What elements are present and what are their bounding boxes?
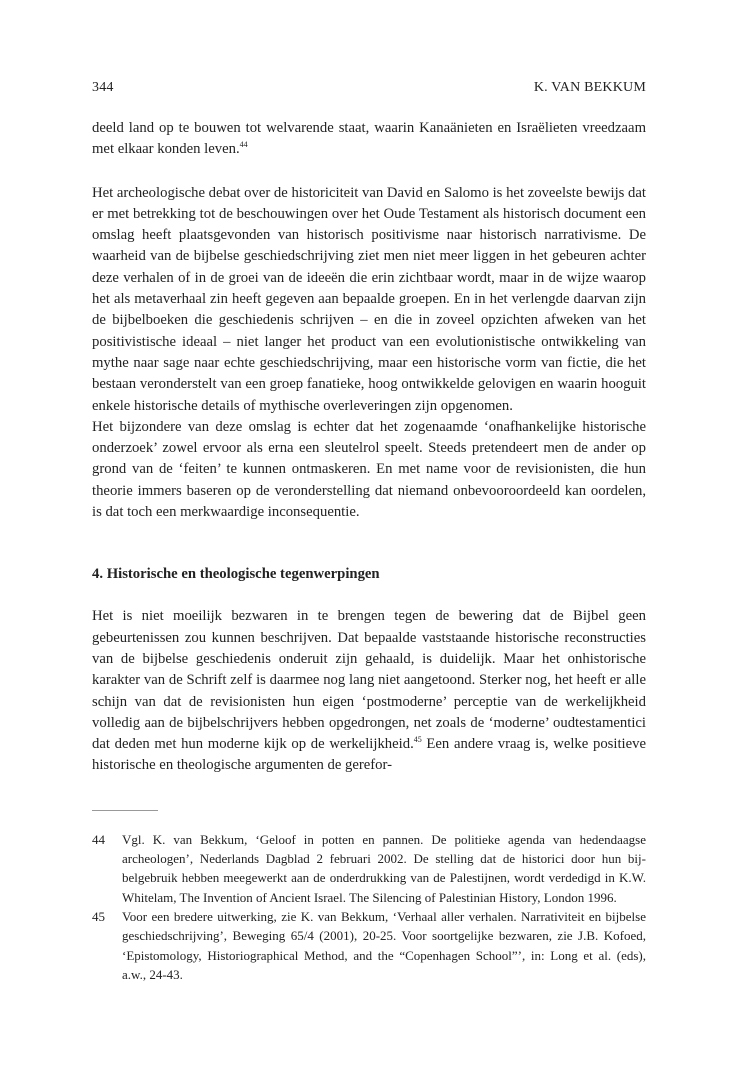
footnote-text: Vgl. K. van Bekkum, ‘Geloof in potten en pannen. De politieke agenda van hedendaagse archeologen’, Nederlands Dagblad 2 februari 2002. De stelling dat de historici door hun bijbelgebruik hebben meegewerkt aan de onderdrukking van de Palestijnen, wordt verdedigd in K.W. Whitelam, The Invention of Ancient Israel. The Silencing of Palestinian History, London 1996. bbox=[122, 831, 646, 905]
section-heading: 4. Historische en theologische tegenwerpingen bbox=[92, 566, 380, 583]
footnote-number: 44 bbox=[92, 831, 105, 847]
paragraph-text: Het is niet moeilijk bezwaren in te brengen tegen de bewering dat de Bijbel geen gebeurtenissen zou kunnen beschrijven. Dat bepaalde vaststaande historische reconstructies van de bijbelse geschiedenis onderuit zijn gehaald, is duidelijk. Maar het onhistorische karakter van de Schrift zelf is daarmee nog lang niet aangetoond. Sterker nog, het heeft er alle schijn van dat de revisionisten hun eigen ‘postmoderne’ perceptie van de werkelijkheid volledig aan de bijbelschrijvers hebben opgedrongen, net zoals de ‘moderne’ oudtestamentici dat deden met hun moderne kijk op de werkelijkheid. bbox=[92, 608, 646, 753]
page bbox=[92, 78, 646, 984]
footnote-44 bbox=[92, 830, 646, 907]
paragraph-text: deeld land op te bouwen tot welvarende staat, waarin Kanaänieten en Israëlieten vreedzaam met elkaar konden leven. bbox=[92, 120, 646, 158]
paragraph-objections bbox=[92, 606, 646, 776]
page-number: 344 bbox=[92, 80, 114, 95]
footnotes bbox=[92, 830, 646, 984]
footnote-ref-45: 45 bbox=[413, 735, 422, 745]
running-header bbox=[92, 78, 646, 98]
paragraph-omslag: Het bijzondere van deze omslag is echter dat het zogenaamde ‘onafhankelijke historische onderzoek’ zowel ervoor als erna een sleutelrol speelt. Steeds pretendeert men de ander op grond van de ‘feiten’ te kunnen ontmaskeren. En met name voor de revisionisten, die hun theorie immers baseren op de veronderstelling dat niemand onbevooroordeeld kan oordelen, is dat toch een merkwaardige inconsequentie. bbox=[92, 418, 646, 521]
running-head-author: K. VAN BEKKUM bbox=[533, 80, 646, 95]
footnote-number: 45 bbox=[92, 908, 105, 924]
paragraph-continuation bbox=[92, 118, 646, 161]
footnote-text: Voor een bredere uitwerking, zie K. van Bekkum, ‘Verhaal aller verhalen. Narrativiteit en bijbelse geschiedschrijving’, Beweging 65/4 (2001), 20-25. Voor soortgelijke bezwaren, zie J.B. Kofoed, ‘Epistomology, Historiographical Method, and the “Copenhagen School”’, in: Long et al. (eds), a.w., 24-43. bbox=[122, 908, 646, 982]
paragraph-archeological-debate: Het archeologische debat over de historiciteit van David en Salomo is het zoveelste bewijs dat er met betrekking tot de beschouwingen over het Oude Testament als historisch document een omslag heeft plaatsgevonden van historisch positivisme naar historisch narrativisme. De waarheid van de bijbelse geschiedschrijving ziet men niet meer liggen in het gebeuren achter deze verhalen of in de groei van de ideeën die erin zichtbaar wordt, maar in de wijze waarop het als metaverhaal zin heeft gegeven aan bepaalde groepen. En in het verlengde daarvan zijn de bijbelboeken die geschiedenis schrijven – en die in zoveel opzichten afweken van het positivistische ideaal – niet langer het product van een evolutionistische ontwikkeling van mythe naar sage naar echte geschiedschrijving, maar een historische vorm van fictie, die het bestaan veronderstelt van een groep fanatieke, hoog ontwikkelde gelovigen en waarin hooguit enkele historische details of mythische overleveringen zijn opgenomen. bbox=[92, 184, 646, 414]
paragraph-text-continued: Een andere vraag is, welke positieve historische en theologische argumenten de gerefor- bbox=[92, 736, 646, 774]
footnote-45 bbox=[92, 907, 646, 984]
footnote-ref-44: 44 bbox=[239, 140, 248, 150]
